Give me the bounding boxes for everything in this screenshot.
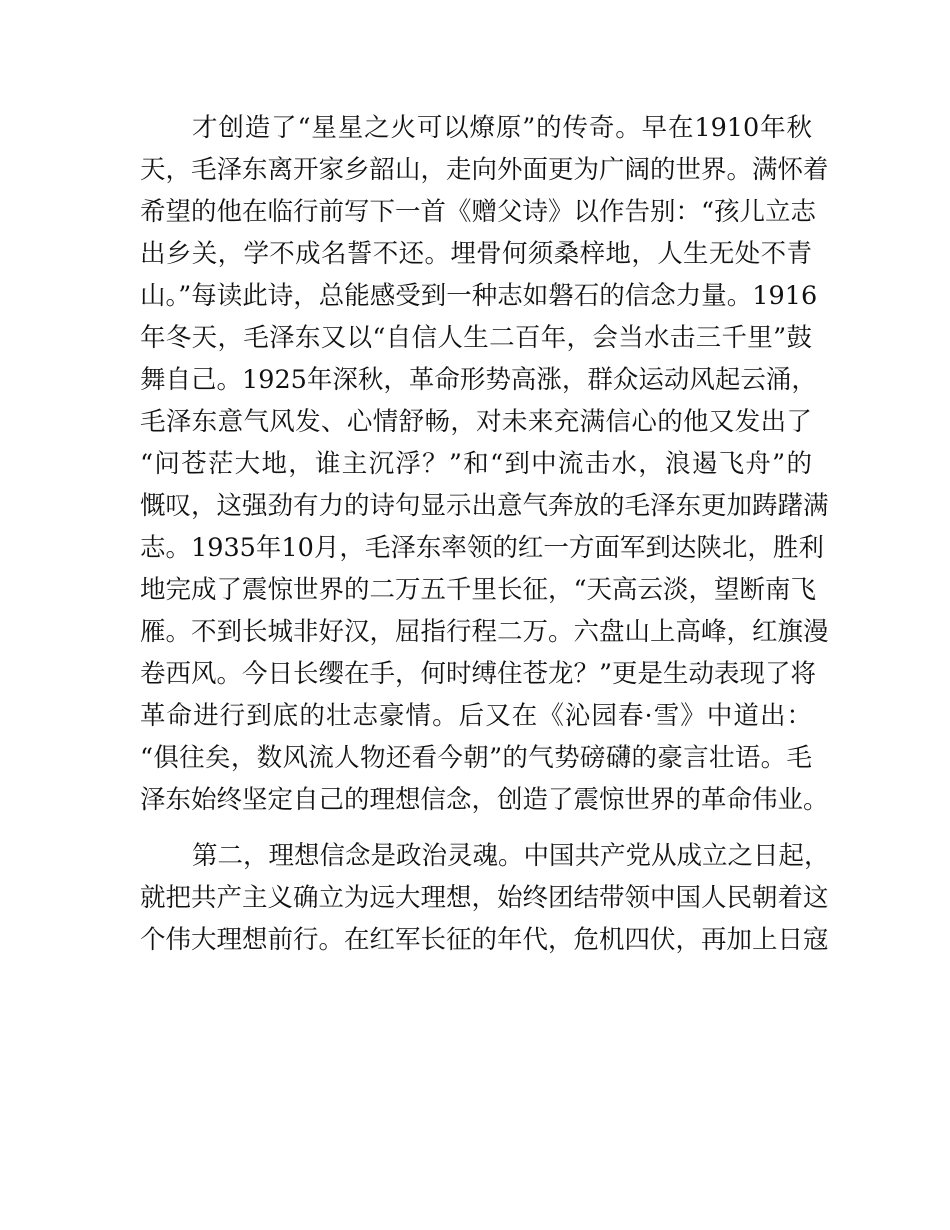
text-line: 地完成了震惊世界的二万五千里长征，“天高云淡，望断南飞 [140,575,817,605]
text-line: 泽东始终坚定自己的理想信念，创造了震惊世界的革命伟业。 [140,785,829,815]
text-line: 山。”每读此诗，总能感受到一种志如磐石的信念力量。1916 [140,281,818,311]
text-line: 就把共产主义确立为远大理想，始终团结带领中国人民朝着这 [140,883,829,913]
text-line: 个伟大理想前行。在红军长征的年代，危机四伏，再加上日寇 [140,925,829,955]
text-line: 才创造了“星星之火可以燎原”的传奇。早在1910年秋 [192,113,812,143]
text-line: 舞自己。1925年深秋，革命形势高涨，群众运动风起云涌， [140,365,817,395]
text-line: 年冬天，毛泽东又以“自信人生二百年，会当水击三千里”鼓 [140,323,812,353]
text-line: 雁。不到长城非好汉，屈指行程二万。六盘山上高峰，红旗漫 [140,617,829,647]
paragraph-1 [140,107,829,821]
text-line: 志。1935年10月，毛泽东率领的红一方面军到达陕北，胜利 [140,533,824,563]
text-line: 出乡关，学不成名誓不还。埋骨何须桑梓地，人生无处不青 [140,239,812,269]
document-body [140,107,830,961]
paragraph-2 [140,835,830,961]
paragraph-spacer [140,821,812,835]
text-line: 天，毛泽东离开家乡韶山，走向外面更为广阔的世界。满怀着 [140,155,829,185]
text-line: 第二，理想信念是政治灵魂。中国共产党从成立之日起， [192,841,830,871]
text-line: 毛泽东意气风发、心情舒畅，对未来充满信心的他又发出了 [140,407,812,437]
text-line: 革命进行到底的壮志豪情。后又在《沁园春·雪》中道出： [140,701,812,731]
text-line: 慨叹，这强劲有力的诗句显示出意气奔放的毛泽东更加踌躇满 [140,491,829,521]
text-line: “俱往矣，数风流人物还看今朝”的气势磅礴的豪言壮语。毛 [140,743,812,773]
text-line: 希望的他在临行前写下一首《赠父诗》以作告别：“孩儿立志 [140,197,817,227]
text-line: 卷西风。今日长缨在手，何时缚住苍龙？”更是生动表现了将 [140,659,817,689]
text-line: “问苍茫大地，谁主沉浮？”和“到中流击水，浪遏飞舟”的 [140,449,812,479]
